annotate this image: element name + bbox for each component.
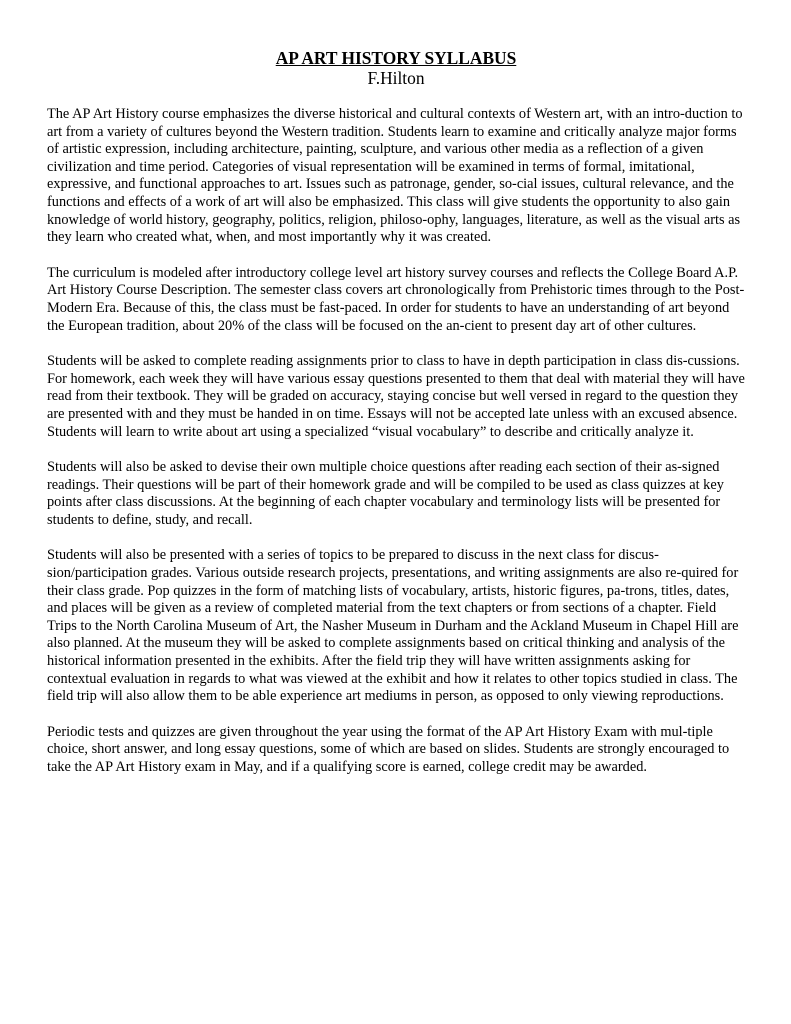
syllabus-page bbox=[47, 48, 745, 795]
paragraph-tests-exam: Periodic tests and quizzes are given throughout the year using the format of the AP Art History Exam with mul-tiple choice, short answer, and long essay questions, some of which are based on slides. Students are strongly encouraged to take the AP Art History exam in May, and if a qualifying score is earned, college credit may be awarded. bbox=[47, 723, 730, 775]
paragraph-multiple-choice: Students will also be asked to devise their own multiple choice questions after reading each section of their as-signed readings. Their questions will be part of their homework grade and will be compiled to be used as class quizzes at key points after class discussions. At the beginning of each chapter vocabulary and terminology lists will be presented for students to define, study, and recall. bbox=[47, 459, 724, 528]
paragraph-reading-assignments: Students will be asked to complete reading assignments prior to class to have in depth participation in class dis-cussions. For homework, each week they will have various essay questions presented to them that deal with material they will have read from their textbook. They will be graded on accuracy, staying concise but well versed in regard to the question they are presented with and they must be handed in on time. Essays will not be accepted late unless with an excused absence. Students will learn to write about art using a specialized “visual vocabulary” to describe and critically analyze it. bbox=[47, 353, 745, 440]
paragraph-curriculum: The curriculum is modeled after introductory college level art history survey courses and reflects the College Board A.P. Art History Course Description. The semester class covers art chronologically from Prehistoric times through to the Post-Modern Era. Because of this, the class must be fast-paced. In order for students to have an understanding of art beyond the European tradition, about 20% of the class will be focused on the an-cient to present day art of other cultures. bbox=[47, 264, 745, 334]
document-title: AP ART HISTORY SYLLABUS bbox=[275, 48, 517, 68]
paragraph-discussion-field-trips: Students will also be presented with a series of topics to be prepared to discuss in the next class for discus-sion/participation grades. Various outside research projects, presentations, and writing assignments are also re-quired for their class grade. Pop quizzes in the form of matching lists of vocabulary, artists, historic figures, pa-trons, titles, dates, and places will be given as a review of completed material from the text chapters or from sections of a chapter. Field Trips to the North Carolina Museum of Art, the Nasher Museum in Durham and the Ackland Museum in Chapel Hill are also planned. At the museum they will be asked to complete assignments based on critical thinking and analysis of the historical information presented in the exhibits. After the field trip they will have written assignments asking for contextual evaluation in regards to what was viewed at the exhibit and how it relates to other topics studied in class. The field trip will also allow them to be able experience art mediums in person, as opposed to only viewing reproductions. bbox=[47, 547, 739, 705]
paragraph-course-overview: The AP Art History course emphasizes the diverse historical and cultural contexts of Western art, with an intro-duction to art from a variety of cultures beyond the Western tradition. Students learn to examine and critically analyze major forms of artistic expression, including architecture, painting, sculpture, and various other media as a reflection of a given civilization and time period. Categories of visual representation will be examined in terms of formal, imitational, expressive, and functional approaches to art. Issues such as patronage, gender, so-cial issues, cultural relevance, and the functions and effects of a work of art will also be emphasized. This class will give students the opportunity to also gain knowledge of world history, geography, politics, religion, philoso-ophy, languages, literature, as well as the visual arts as they learn who created what, when, and most importantly why it was created. bbox=[47, 106, 743, 246]
document-author: F.Hilton bbox=[367, 68, 425, 88]
